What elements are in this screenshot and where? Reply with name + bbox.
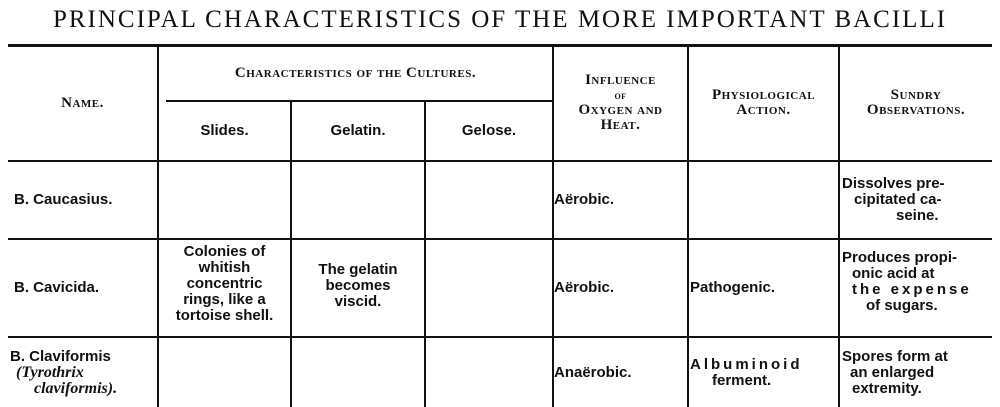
header-slides: Slides. [200,122,249,139]
row3-physiological: Albuminoid ferment. [690,355,803,389]
row2-gelatin: The gelatin becomes viscid. [318,261,398,310]
row2-sundry: Produces propi- onic acid at the expense of sugars. [842,249,972,314]
row1-sundry: Dissolves pre- cipitated ca- seine. [842,175,945,224]
header-cultures: Characteristics of the Cultures. [234,64,477,81]
header-gelatin: Gelatin. [330,122,386,139]
col-divider-1 [157,46,159,407]
row2-physiological: Pathogenic. [690,279,776,296]
row2-name: B. Cavicida. [14,279,100,296]
header-oxygen: Influence of Oxygen and Heat. [578,72,663,133]
page-title: PRINCIPAL CHARACTERISTICS OF THE MORE IMPORTANT BACILLI [52,6,948,33]
row1-name: B. Caucasius. [14,191,113,208]
header-name: Name. [61,94,104,111]
row3-name: B. Claviformis (Tyrothrix claviformis). [10,347,118,397]
header-sundry: Sundry Observations. [866,87,966,118]
row2-oxygen: Aërobic. [554,279,615,296]
row2-slides: Colonies of whitish concentric rings, like a tortoise shell. [175,243,274,324]
row3-oxygen: Anaërobic. [554,363,632,381]
row3-sundry: Spores form at an enlarged extremity. [842,347,948,397]
header-physiological: Physiological Action. [711,87,816,118]
header-gelose: Gelose. [461,122,517,139]
row3-name-species: (Tyrothrix [16,363,84,381]
row1-oxygen: Aërobic. [554,191,615,208]
row3-name-species-end: claviformis). [34,379,118,397]
